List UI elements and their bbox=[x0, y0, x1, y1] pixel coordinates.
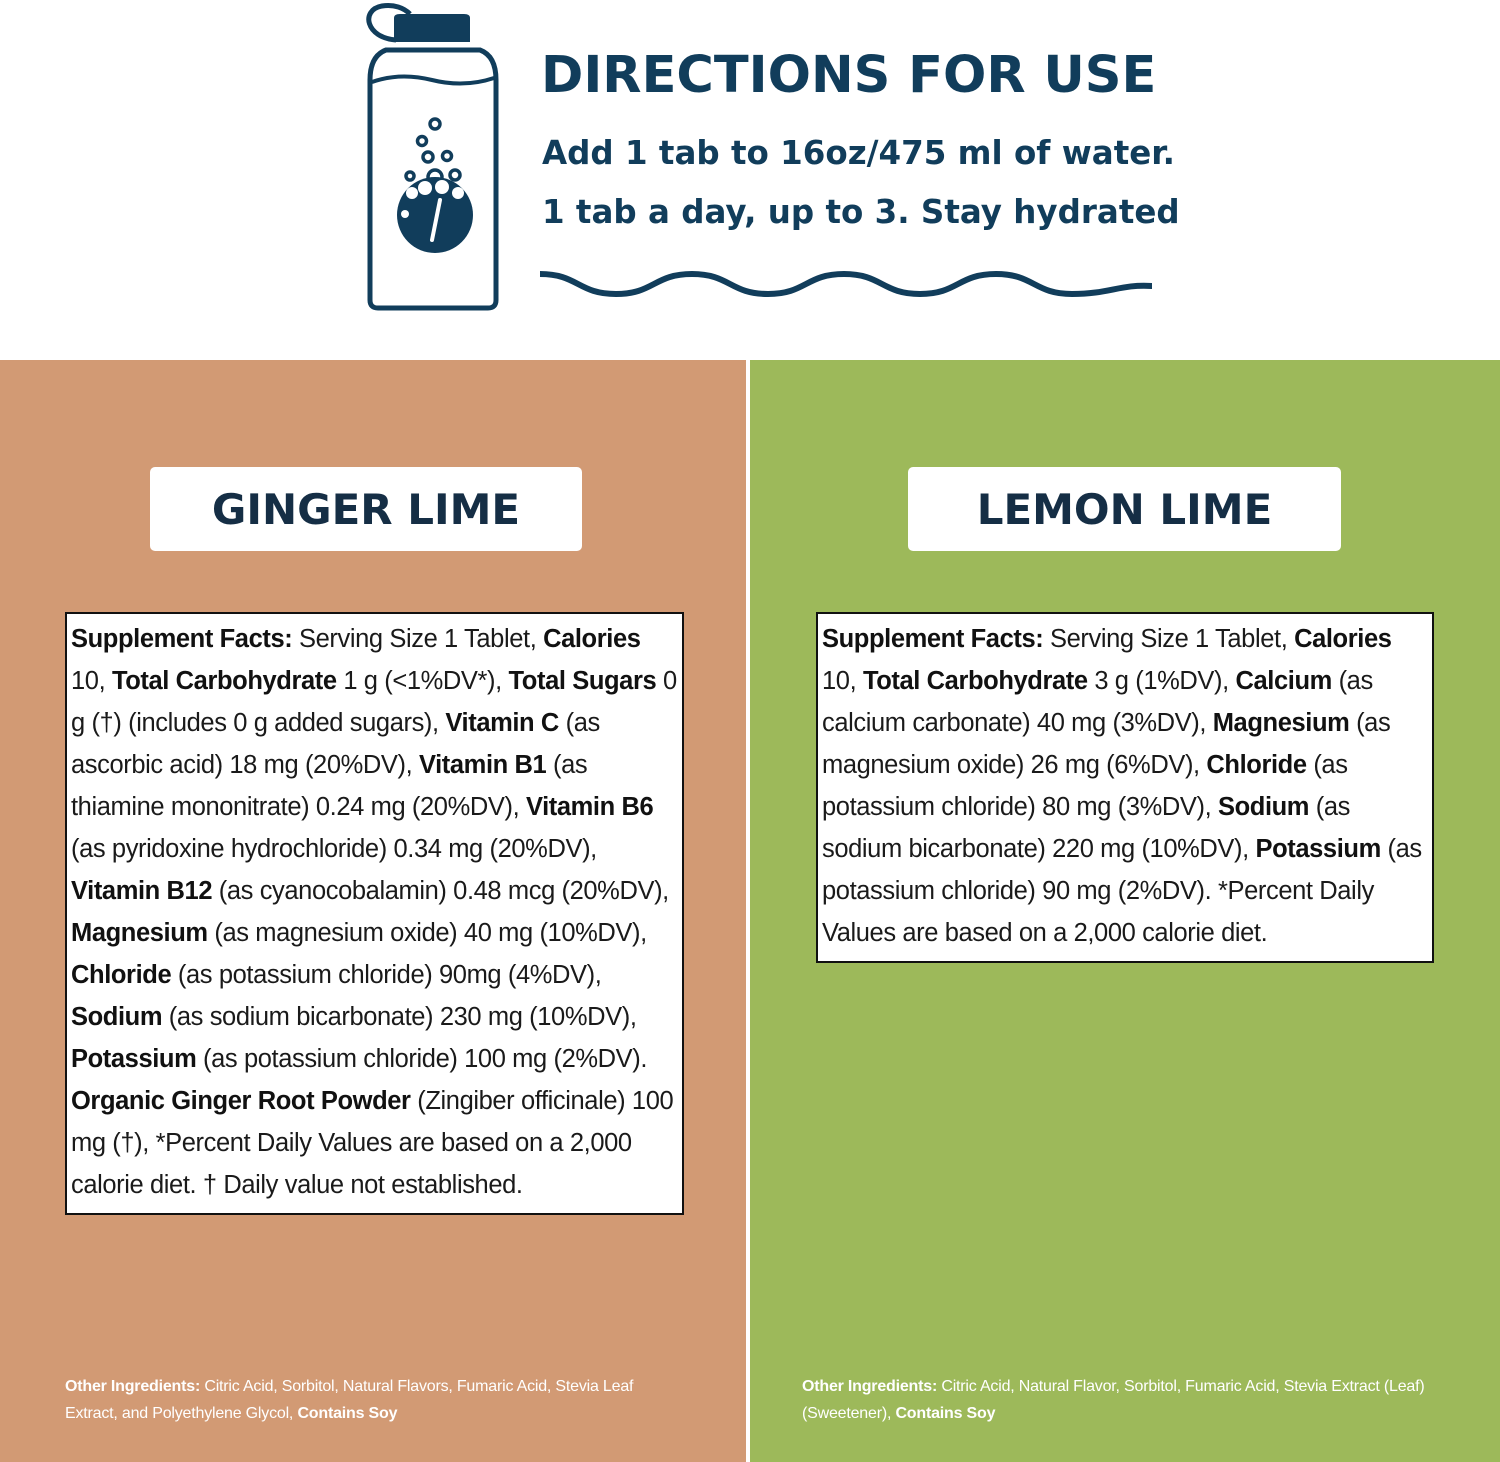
nutrient-detail: (as potassium chloride) 80 mg (3%DV), bbox=[822, 751, 1348, 821]
nutrient-detail: (as sodium bicarbonate) 220 mg (10%DV), bbox=[822, 793, 1351, 863]
directions-line-frequency: 1 tab a day, up to 3. Stay hydrated bbox=[542, 193, 1180, 231]
nutrient-name: Potassium bbox=[71, 1045, 197, 1073]
nutrient-detail: (as sodium bicarbonate) 230 mg (10%DV), bbox=[162, 1003, 637, 1031]
nutrient-name: Total Carbohydrate bbox=[862, 667, 1088, 695]
nutrient-detail: (as calcium carbonate) 40 mg (3%DV), bbox=[822, 667, 1373, 737]
nutrient-detail: (as thiamine mononitrate) 0.24 mg (20%DV), bbox=[71, 751, 588, 821]
nutrient-detail: Serving Size 1 Tablet, bbox=[292, 625, 544, 653]
other-ingredients-text: Citric Acid, Natural Flavor, Sorbitol, Fumaric Acid, Stevia Extract (Leaf) (Sweetener), bbox=[802, 1378, 1425, 1422]
allergen-notice: Contains Soy bbox=[297, 1405, 398, 1422]
nutrient-name: Calories bbox=[1294, 625, 1392, 653]
nutrient-name: Calcium bbox=[1235, 667, 1332, 695]
directions-section bbox=[0, 0, 1500, 360]
supplement-facts bbox=[65, 612, 684, 1215]
nutrient-detail: (as potassium chloride) 90mg (4%DV), bbox=[171, 961, 602, 989]
nutrient-detail: (as potassium chloride) 100 mg (2%DV). bbox=[196, 1045, 648, 1073]
nutrient-name: Total Carbohydrate bbox=[111, 667, 337, 695]
nutrient-name: Magnesium bbox=[1212, 709, 1350, 737]
nutrient-detail: 10, bbox=[71, 667, 112, 695]
nutrient-name: Total Sugars bbox=[508, 667, 657, 695]
nutrient-detail: (as magnesium oxide) 40 mg (10%DV), bbox=[207, 919, 647, 947]
flavor-label-box bbox=[150, 467, 582, 551]
allergen-notice: Contains Soy bbox=[895, 1405, 996, 1422]
nutrient-name: Organic Ginger Root Powder bbox=[71, 1087, 411, 1115]
nutrient-name: Vitamin C bbox=[445, 709, 559, 737]
flavor-title: GINGER LIME bbox=[211, 484, 521, 534]
nutrient-name: Vitamin B6 bbox=[525, 793, 654, 821]
nutrient-detail: Serving Size 1 Tablet, bbox=[1043, 625, 1295, 653]
nutrient-name: Vitamin B12 bbox=[71, 877, 213, 905]
other-ingredients bbox=[65, 1373, 665, 1427]
nutrient-detail: (as magnesium oxide) 26 mg (6%DV), bbox=[822, 709, 1391, 779]
flavor-title: LEMON LIME bbox=[976, 484, 1273, 534]
nutrient-name: Magnesium bbox=[71, 919, 208, 947]
nutrient-name: Supplement Facts: bbox=[71, 625, 293, 653]
other-ingredients-text: Citric Acid, Sorbitol, Natural Flavors, Fumaric Acid, Stevia Leaf Extract, and Polyethylene Glycol, bbox=[65, 1378, 634, 1422]
nutrient-name: Chloride bbox=[71, 961, 172, 989]
directions-title: DIRECTIONS FOR USE bbox=[541, 46, 1157, 105]
nutrient-name: Calories bbox=[543, 625, 641, 653]
nutrient-name: Chloride bbox=[1206, 751, 1307, 779]
lemon-lime-panel bbox=[750, 360, 1500, 1462]
other-ingredients bbox=[802, 1373, 1462, 1427]
nutrient-name: Potassium bbox=[1255, 835, 1381, 863]
nutrient-detail: (as ascorbic acid) 18 mg (20%DV), bbox=[71, 709, 600, 779]
nutrient-detail: (as pyridoxine hydrochloride) 0.34 mg (20%DV), bbox=[71, 835, 597, 863]
other-ingredients-label: Other Ingredients: bbox=[65, 1378, 201, 1395]
ginger-lime-panel bbox=[0, 360, 746, 1462]
supplement-facts bbox=[816, 612, 1434, 963]
other-ingredients-label: Other Ingredients: bbox=[802, 1378, 938, 1395]
nutrient-detail: (Zingiber officinale) 100 mg (†), *Percent Daily Values are based on a 2,000 calorie diet. † Daily value not established. bbox=[71, 1087, 674, 1199]
nutrient-detail: 1 g (<1%DV*), bbox=[336, 667, 509, 695]
nutrient-name: Sodium bbox=[71, 1003, 163, 1031]
flavor-label-box bbox=[908, 467, 1341, 551]
wave-icon bbox=[540, 262, 1152, 304]
water-bottle-icon bbox=[360, 0, 505, 320]
nutrient-detail: 3 g (1%DV), bbox=[1087, 667, 1236, 695]
directions-line-dosage: Add 1 tab to 16oz/475 ml of water. bbox=[542, 134, 1176, 172]
nutrient-name: Vitamin B1 bbox=[418, 751, 547, 779]
nutrient-name: Supplement Facts: bbox=[822, 625, 1044, 653]
nutrient-detail: (as potassium chloride) 90 mg (2%DV). *Percent Daily Values are based on a 2,000 calorie diet. bbox=[822, 835, 1422, 947]
nutrient-detail: 0 g (†) (includes 0 g added sugars), bbox=[71, 667, 677, 737]
nutrient-detail: 10, bbox=[822, 667, 863, 695]
nutrient-name: Sodium bbox=[1217, 793, 1310, 821]
nutrient-detail: (as cyanocobalamin) 0.48 mcg (20%DV), bbox=[212, 877, 669, 905]
